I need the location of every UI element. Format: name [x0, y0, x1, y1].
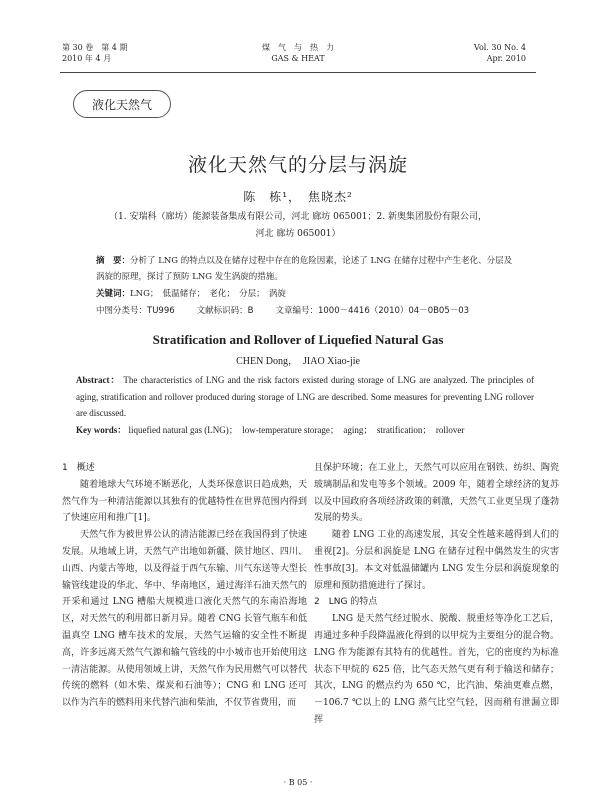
- journal-name: 煤 气 与 热 力 GAS & HEAT: [262, 43, 334, 63]
- page-number: · B 05 ·: [283, 778, 313, 787]
- english-keywords: liquefied natural gas (LNG)； low-temperature storage； aging； stratification； rollover: [128, 424, 465, 435]
- section-heading: 1 概述: [62, 463, 95, 473]
- affiliations: （1. 安瑞科（廊坊）能源装备集成有限公司，河北 廊坊 065001；2. 新奥集团股份有限公司， 河北 廊坊 065001）: [109, 212, 487, 239]
- abstract: [96, 253, 520, 285]
- paragraph: 且保护环境；在工业上，天然气可以应用在钢铁、纺织、陶瓷玻璃制品和发电等多个领域。2009 年，随着全球经济的复苏以及中国政府各项经济政策的刺激，天然气工业更呈现了蓬勃发展的势头。: [314, 463, 559, 524]
- journal-issue: Vol. 30 No. 4 Apr. 2010: [473, 43, 526, 63]
- paragraph: LNG 是天然气经过脱水、脱酸、脱重烃等净化工艺后，再通过多种手段降温液化得到的以甲烷为主要组分的混合物。LNG 作为能源有其特有的优越性。首先，它的密度约为标准状态下甲烷的 625 倍，比气态天然气更有利于输送和储存；其次，LNG 的燃点约为 650 ℃，比汽油、柴油更难点燃，－106.7 ℃以上的 LNG 蒸气比空气轻，因而稍有泄漏立即挥: [314, 614, 559, 725]
- section-heading: 2 LNG 的特点: [314, 597, 378, 608]
- body-column-left: [62, 460, 307, 712]
- section-badge: 液化天然气: [73, 90, 171, 118]
- english-authors: CHEN Dong， JIAO Xiao-jie: [236, 356, 360, 367]
- paragraph: 随着 LNG 工业的高速发展，其安全性越来越得到人们的重视[2]。分层和涡旋是 LNG 在储存过程中偶然发生的灾害性事故[3]。本文对低温储罐内 LNG 发生分层和涡旋现象的原理和预防措施进行了探讨。: [314, 530, 559, 591]
- abstract-text: 分析了 LNG 的特点以及在储存过程中存在的危险因素，论述了 LNG 在储存过程中产生老化、分层及涡旋的原理，探讨了预防 LNG 发生涡旋的措施。: [96, 256, 513, 282]
- keywords: 关键词：LNG； 低温储存； 老化； 分层； 涡旋: [96, 289, 286, 299]
- english-abstract: Abstract： The characteristics of LNG and the risk factors existed during storage of LNG are analyzed. The principles of aging, stratification and rollover produced during storage of LNG are described. Some measures for preventing LNG rollover are discussed. Key words： liquefied natural gas (LNG)； low-temperature storage； aging； stratification； rollover: [76, 375, 535, 435]
- paragraph: 天然气作为被世界公认的清洁能源已经在我国得到了快速发展。从地域上讲，天然气产出地如新疆、陕甘地区、四川、山西、内蒙古等地，以及得益于西气东输、川气东送等大型长输管线建设的华北、华中、华南地区，通过海洋石油天然气的开采和通过 LNG 槽船大规模进口液化天然气的东南沿海地区，对天然气的利用都日新月异。随着 CNG 长管气瓶车和低温真空 LNG 槽车技术的发展，天然气运输的安全性不断提高，许多远离天然气气源和输气管线的中小城市也开始使用这一清洁能源。从使用领域上讲，天然气作为民用燃气可以替代传统的燃料（如木柴、煤炭和石油等）；CNG 和 LNG 还可以作为汽车的燃料用来代替汽油和柴油，不仅节省费用，而: [62, 530, 307, 709]
- header-rule: [60, 72, 536, 73]
- paragraph: 随着地球大气环境不断恶化，人类环保意识日趋成熟，天然气作为一种清洁能源以其独有的优越特性在世界范围内得到了快速应用和推广[1]。: [62, 479, 307, 524]
- english-keywords-label: Key words：: [76, 424, 127, 435]
- abstract-label: 摘 要：: [96, 256, 131, 266]
- authors: 陈 栋¹， 焦晓杰²: [243, 190, 353, 204]
- classification-line: 中图分类号：TU996 文献标识码：B 文章编号：1000－4416（2010）04－0B05－03: [96, 306, 470, 316]
- english-title: Stratification and Rollover of Liquefied Natural Gas: [152, 332, 444, 347]
- body-column-right: [314, 460, 559, 729]
- journal-volume: 第 30 卷 第 4 期 2010 年 4 月: [62, 43, 128, 63]
- paper-title: 液化天然气的分层与涡旋: [187, 154, 408, 176]
